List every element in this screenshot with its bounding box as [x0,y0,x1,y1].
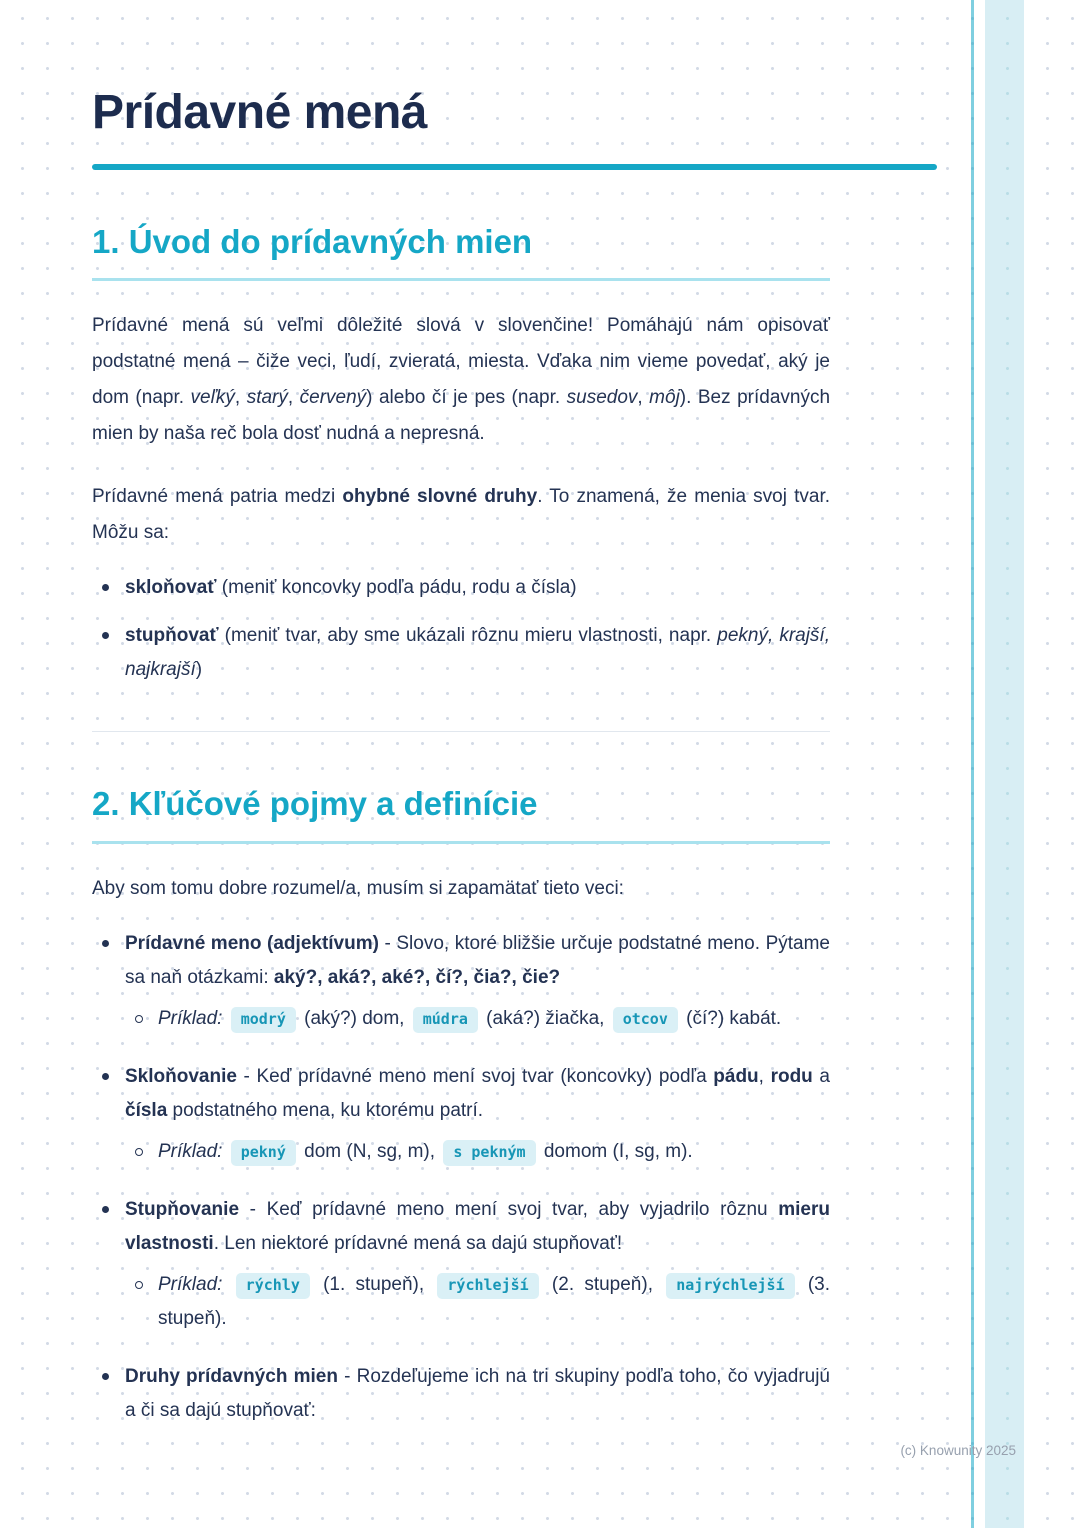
text-segment: - Rozdeľujeme ich na tri skupiny podľa toho, čo vyjadrujú a či sa dajú stupňovať: [125,1365,830,1421]
text-segment [222,1274,232,1295]
text-segment: starý [246,387,288,409]
copyright: (c) Knowunity 2025 [900,1443,1016,1458]
code-chip: najrýchlejší [666,1273,794,1299]
text-segment: (3. stupeň). [158,1273,831,1329]
text-segment: Druhy prídavných mien [125,1365,338,1387]
text-segment: rodu [770,1065,813,1087]
section1-list [92,571,830,687]
bullet-icon [102,584,109,591]
example-item [125,1002,830,1036]
example-item-text [158,1135,830,1169]
text-segment: Skloňovanie [125,1065,237,1087]
bullet-icon [102,632,109,639]
text-segment [222,1141,227,1162]
code-chip: pekný [231,1140,296,1166]
text-segment: aký?, aká?, aké?, čí?, čia?, čie? [273,966,561,988]
text-segment: . Len niektoré prídavné mená sa dajú stupňovať! [213,1232,623,1254]
text-segment: (čí?) kabát. [680,1007,782,1029]
text-segment: Príklad: [158,1007,223,1029]
section1-heading: 1. Úvod do prídavných mien [92,222,533,260]
code-chip: otcov [613,1007,678,1033]
text-segment: - Keď prídavné meno mení svoj tvar (koncovky) podľa [236,1065,714,1087]
text-segment: podstatného mena, ku ktorému patrí. [167,1099,484,1121]
text-segment: červený [299,387,367,409]
list-item [92,927,830,995]
example-item [125,1135,830,1169]
section2-heading: 2. Kľúčové pojmy a definície [92,785,538,823]
text-segment: ). Bez prídavných mien by naša reč bola dosť nudná a nepresná. [92,387,831,445]
text-segment: susedov [566,387,638,409]
section2-underline [92,841,830,844]
text-segment: Príklad: [158,1273,223,1295]
text-segment: veľký [190,387,235,409]
list-item-text [125,619,830,687]
list-item-text [125,571,830,605]
section2-list [92,927,830,1428]
bullet-icon [102,940,109,947]
example-item-text [158,1002,830,1036]
text-segment: (1. stupeň), [312,1273,435,1295]
text-segment: , [234,387,247,409]
circle-bullet-icon [135,1148,143,1156]
list-item-text [125,1193,830,1261]
text-segment: pádu [713,1065,759,1087]
definition-group [92,927,830,1036]
code-chip: rýchlejší [437,1273,538,1299]
text-segment: ohybné slovné druhy [342,486,538,508]
text-segment: ) alebo čí je pes (napr. [366,387,567,409]
definition-group [92,1060,830,1169]
circle-bullet-icon [135,1015,143,1023]
circle-bullet-icon [135,1281,143,1289]
text-segment: dom (N, sg, m), [298,1140,441,1162]
definition-group [92,1360,830,1428]
text-segment: (aký?) dom, [298,1007,410,1029]
text-segment: ) [195,659,203,681]
text-segment: (meniť koncovky podľa pádu, rodu a čísla) [216,577,577,599]
list-item [92,1360,830,1428]
list-item-text [125,927,830,995]
list-item [92,571,830,605]
text-segment: , [637,387,650,409]
text-segment: pekný, krajší, najkrajší [125,625,830,681]
title-underline [92,164,937,170]
list-item [92,1060,830,1128]
code-chip: múdra [413,1007,478,1033]
example-item [125,1268,830,1336]
text-segment: Stupňovanie [125,1198,240,1220]
text-segment: stupňovať [125,625,219,647]
text-segment: (aká?) žiačka, [480,1007,610,1029]
text-segment: Prídavné meno (adjektívum) [125,932,379,954]
section-divider [92,731,830,732]
text-segment: domom (I, sg, m). [538,1140,693,1162]
text-segment: a [812,1065,830,1087]
text-segment: Prídavné mená sú veľmi dôležité slová v slovenčine! Pomáhajú nám opisovať podstatné mená – čiže veci, ľudí, zvieratá, miesta. Vďaka nim vieme povedať, aký je dom (napr. [92,315,830,409]
side-accent-band [985,0,1024,1528]
section1-paragraph-2 [92,479,830,551]
list-item-text [125,1060,830,1128]
text-segment: - Keď prídavné meno mení svoj tvar, aby vyjadrilo rôznu [239,1198,779,1220]
bullet-icon [102,1206,109,1213]
section1-paragraph-1 [92,308,830,452]
text-segment: (meniť tvar, aby sme ukázali rôznu mieru vlastnosti, napr. [218,625,718,647]
list-item-text [125,1360,830,1428]
text-segment: (2. stupeň), [541,1273,664,1295]
text-segment: skloňovať [125,577,217,599]
text-segment: Prídavné mená patria medzi [92,486,343,508]
text-segment: mieru vlastnosti [125,1198,830,1254]
text-segment: - Slovo, ktoré bližšie určuje podstatné meno. Pýtame sa naň otázkami: [125,932,830,988]
text-segment: , [758,1065,771,1087]
text-segment [222,1008,227,1029]
text-segment: . To znamená, že menia svoj tvar. Môžu sa: [92,486,830,544]
bullet-icon [102,1073,109,1080]
code-chip: modrý [231,1007,296,1033]
definition-group [92,1193,830,1336]
list-item [92,619,830,687]
text-segment: čísla [125,1099,168,1121]
code-chip: s pekným [443,1140,535,1166]
example-item-text [158,1268,830,1336]
section1-underline [92,278,830,281]
text-segment: , [287,387,300,409]
bullet-icon [102,1373,109,1380]
side-accent-line [971,0,974,1528]
text-segment: môj [649,387,680,409]
page-title: Prídavné mená [92,86,427,139]
list-item [92,1193,830,1261]
code-chip: rýchly [236,1273,310,1299]
text-segment: Príklad: [158,1140,223,1162]
section2-intro: Aby som tomu dobre rozumel/a, musím si zapamätať tieto veci: [92,877,624,899]
